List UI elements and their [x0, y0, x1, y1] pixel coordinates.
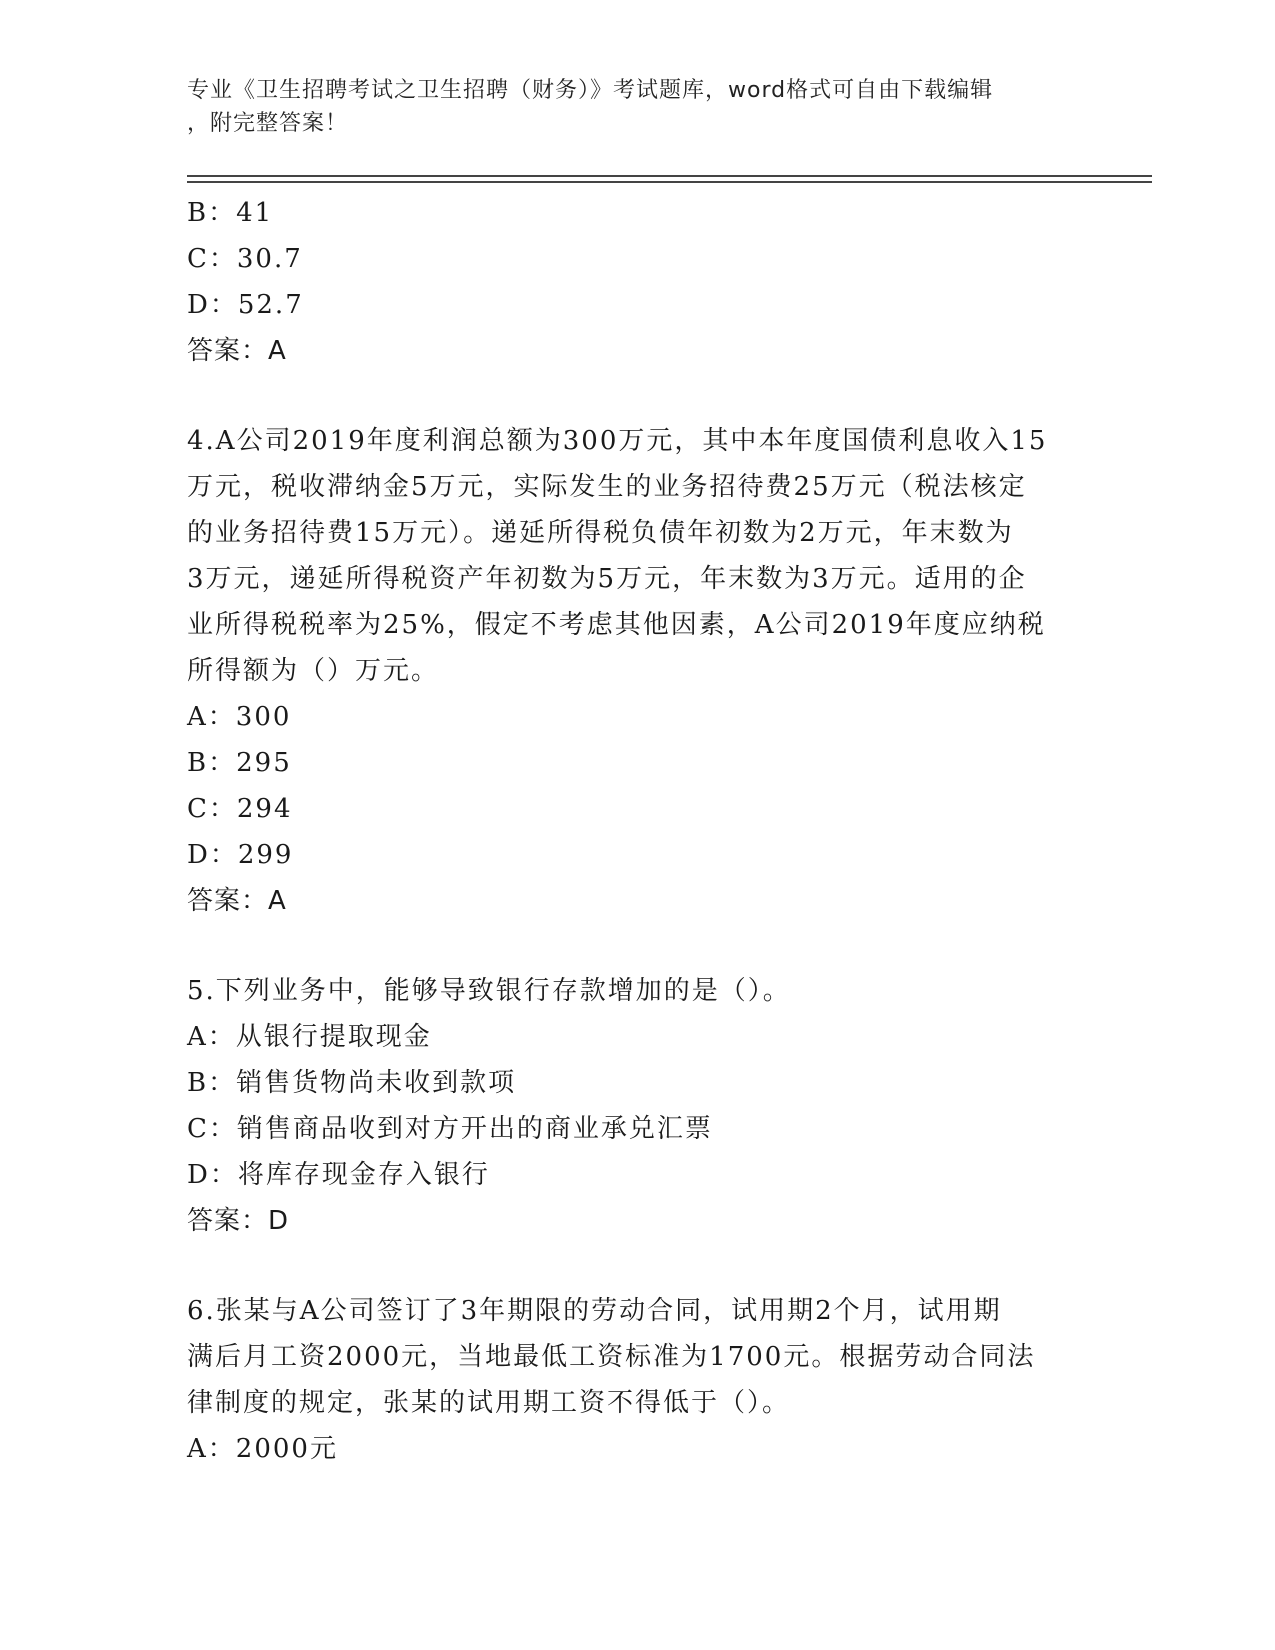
option-b: B：销售货物尚未收到款项 [187, 1068, 517, 1098]
option-a: A：300 [187, 702, 292, 732]
option-b: B：295 [187, 748, 292, 778]
question-block-6 [187, 1288, 1087, 1472]
question-line: 4.A公司2019年度利润总额为300万元，其中本年度国债利息收入15 [187, 426, 1048, 456]
header-line: 专业《卫生招聘考试之卫生招聘（财务）》考试题库，word格式可自由下载编辑 [187, 78, 994, 103]
header-line: ，附完整答案！ [187, 111, 349, 136]
option-c: C：销售商品收到对方开出的商业承兑汇票 [187, 1114, 713, 1144]
answer-line: 答案：D [187, 1206, 290, 1236]
question-line: 6.张某与A公司签订了3年期限的劳动合同，试用期2个月，试用期 [187, 1296, 1002, 1326]
document-header [187, 74, 1077, 140]
question-text [187, 968, 1087, 1014]
option-a: A：从银行提取现金 [187, 1022, 432, 1052]
question-line: 律制度的规定，张某的试用期工资不得低于（）。 [187, 1388, 791, 1418]
question-text [187, 1288, 1087, 1426]
question-line: 的业务招待费15万元）。递延所得税负债年初数为2万元，年末数为 [187, 518, 1014, 548]
question-line: 万元，税收滞纳金5万元，实际发生的业务招待费25万元（税法核定 [187, 472, 1027, 502]
question-line: 业所得税税率为25%，假定不考虑其他因素，A公司2019年度应纳税 [187, 610, 1046, 640]
option-a: A：2000元 [187, 1434, 338, 1464]
option-d: D：299 [187, 840, 294, 870]
header-divider [187, 175, 1152, 177]
answer-line: 答案：A [187, 336, 287, 366]
question-text [187, 418, 1087, 694]
question-list [187, 190, 1087, 1472]
option-c: C：294 [187, 794, 293, 824]
option-d: D：将库存现金存入银行 [187, 1160, 490, 1190]
question-block-5 [187, 968, 1087, 1244]
question-line: 所得额为（）万元。 [187, 656, 440, 686]
question-block-4 [187, 418, 1087, 924]
question-line: 满后月工资2000元，当地最低工资标准为1700元。根据劳动合同法 [187, 1342, 1036, 1372]
question-line: 5.下列业务中，能够导致银行存款增加的是（）。 [187, 976, 791, 1006]
option-b: B：41 [187, 198, 274, 228]
option-d: D：52.7 [187, 290, 304, 320]
question-line: 3万元，递延所得税资产年初数为5万元，年末数为3万元。适用的企 [187, 564, 1027, 594]
header-divider [187, 181, 1152, 183]
option-c: C：30.7 [187, 244, 303, 274]
question-block-3 [187, 190, 1087, 374]
answer-line: 答案：A [187, 886, 287, 916]
